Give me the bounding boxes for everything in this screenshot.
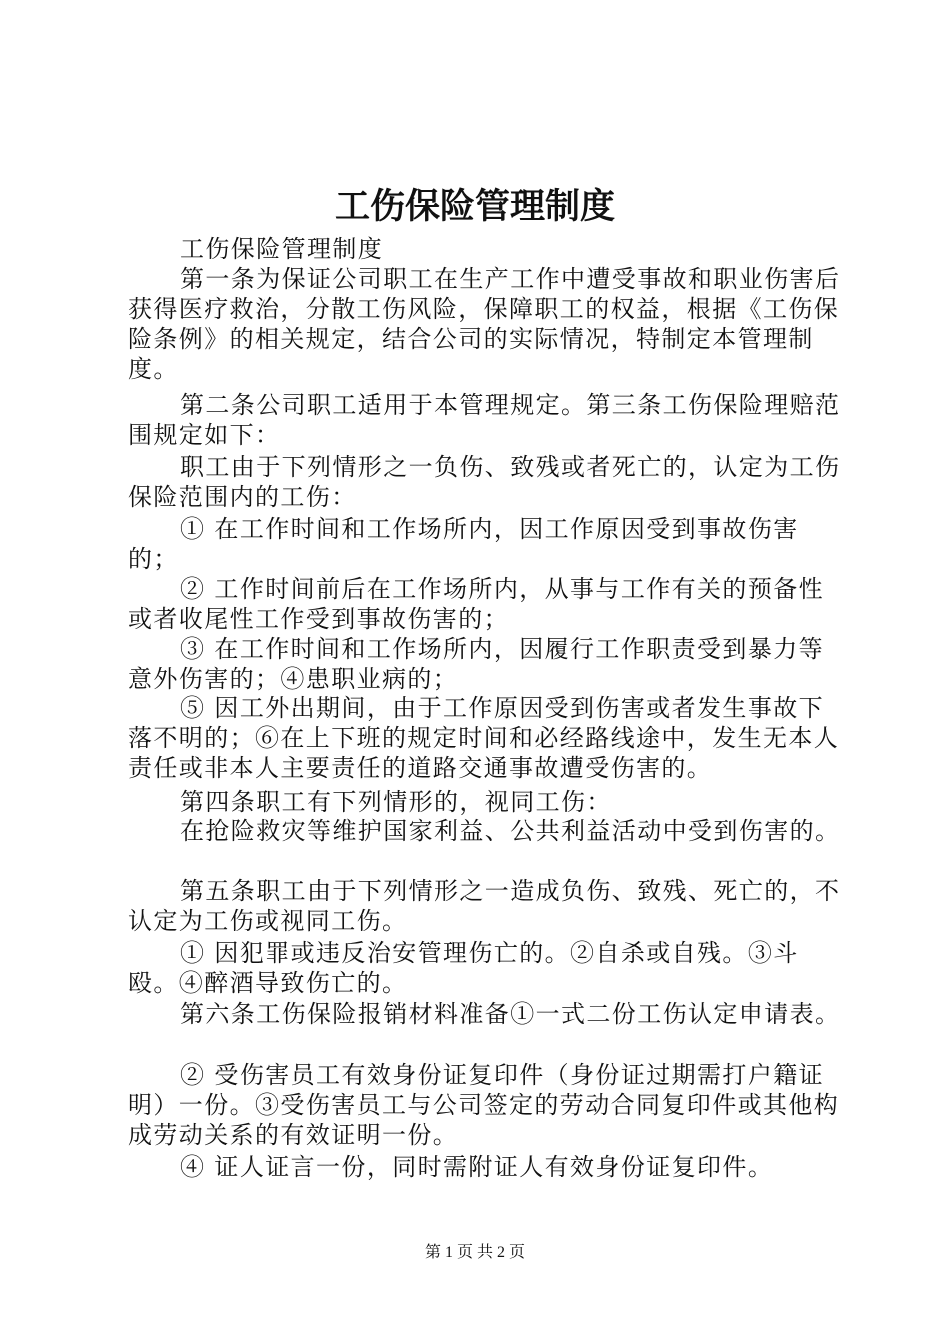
- paragraph-material-2-3: ② 受伤害员工有效身份证复印件（身份证过期需打户籍证明）一份。③受伤害员工与公司签定的劳动合同复印件或其他构成劳动关系的有效证明一份。: [128, 1061, 840, 1149]
- paragraph-rescue: 在抢险救灾等维护国家利益、公共利益活动中受到伤害的。: [180, 817, 841, 845]
- paragraph-article-6: 第六条工伤保险报销材料准备①一式二份工伤认定申请表。: [180, 1000, 841, 1028]
- paragraph-item-5-6: ⑤ 因工外出期间，由于工作原因受到伤害或者发生事故下落不明的；⑥在上下班的规定时间和必经路线途中，发生无本人责任或非本人主要责任的道路交通事故遭受伤害的。: [128, 694, 840, 782]
- paragraph-article-1: 第一条为保证公司职工在生产工作中遭受事故和职业伤害后获得医疗救治，分散工伤风险，保障职工的权益，根据《工伤保险条例》的相关规定，结合公司的实际情况，特制定本管理制度。: [128, 265, 841, 383]
- document-title: 工伤保险管理制度: [334, 186, 615, 227]
- paragraph-article-2-3: 第二条公司职工适用于本管理规定。第三条工伤保险理赔范围规定如下：: [128, 391, 841, 449]
- paragraph-item-3-4: ③ 在工作时间和工作场所内，因履行工作职责受到暴力等意外伤害的；④患职业病的；: [128, 635, 825, 693]
- paragraph-material-4: ④ 证人证言一份，同时需附证人有效身份证复印件。: [180, 1153, 774, 1181]
- paragraph-injury-scope: 职工由于下列情形之一负伤、致残或者死亡的，认定为工伤保险范围内的工伤：: [128, 453, 841, 511]
- paragraph-article-5: 第五条职工由于下列情形之一造成负伤、致残、死亡的，不认定为工伤或视同工伤。: [128, 877, 841, 935]
- paragraph-item-2: ② 工作时间前后在工作场所内，从事与工作有关的预备性或者收尾性工作受到事故伤害的；: [128, 575, 825, 633]
- paragraph-item-1: ① 在工作时间和工作场所内，因工作原因受到事故伤害的；: [128, 515, 799, 573]
- paragraph-exclusions: ① 因犯罪或违反治安管理伤亡的。②自杀或自残。③斗殴。④醉酒导致伤亡的。: [128, 939, 799, 997]
- paragraph-heading-repeat: 工伤保险管理制度: [180, 235, 384, 263]
- page-number-footer: 第 1 页 共 2 页: [424, 1244, 525, 1261]
- paragraph-article-4: 第四条职工有下列情形的，视同工伤：: [180, 788, 612, 816]
